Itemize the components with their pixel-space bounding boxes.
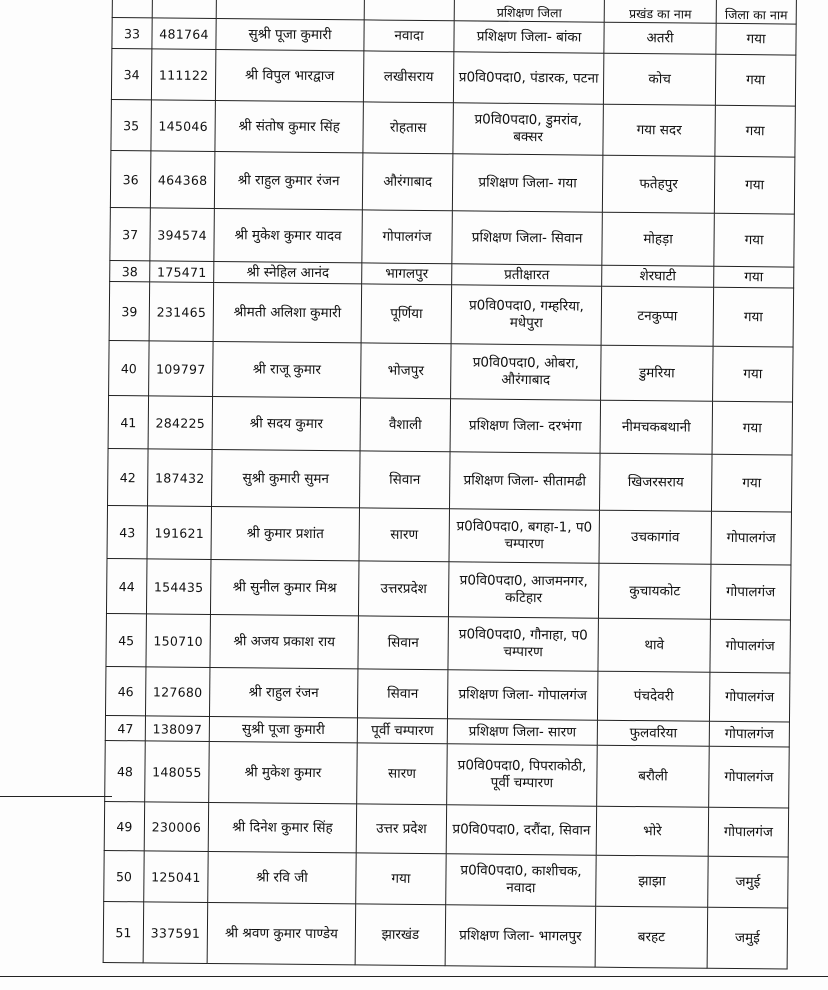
district-name-cell: गोपालगंज — [709, 721, 789, 747]
officer-name-cell: श्री मुकेश कुमार — [209, 741, 358, 803]
row-number-cell: 41 — [108, 395, 149, 448]
page-divider-line — [0, 796, 112, 797]
home-district-cell: सारण — [357, 743, 448, 805]
home-district-cell: वैशाली — [360, 398, 451, 452]
table-row — [110, 150, 795, 214]
block-name-cell: फुलवरिया — [597, 720, 709, 746]
table-row — [111, 49, 795, 107]
district-name-cell: गया — [714, 156, 795, 214]
table-row — [107, 505, 791, 565]
district-name-cell: गया — [712, 401, 793, 455]
district-name-cell: गोपालगंज — [708, 807, 788, 857]
training-district-cell: प्र0वि0पदा0, डुमरांव, बक्सर — [453, 103, 603, 155]
home-district-cell: भोजपुर — [361, 343, 452, 399]
officer-name-cell: श्री मुकेश कुमार यादव — [214, 208, 363, 262]
block-name-cell: नीमचकबथानी — [600, 400, 713, 454]
row-number-cell: 51 — [103, 901, 144, 962]
training-district-cell: प्रतीक्षारत — [452, 264, 602, 286]
table-row — [110, 207, 794, 267]
home-district-cell: भागलपुर — [362, 263, 452, 285]
block-name-cell: अतरी — [604, 22, 716, 54]
training-district-cell: प्रशिक्षण जिला- सीतामढी — [449, 452, 600, 510]
page-bottom-line — [0, 976, 828, 977]
training-district-cell: प्र0वि0पदा0, गौनाहा, प0 चम्पारण — [448, 617, 599, 671]
table-row — [105, 666, 789, 722]
employee-code-cell: 191621 — [147, 506, 212, 560]
home-district-cell: झारखंड — [355, 904, 446, 966]
header-cell-block-name: प्रखंड का नाम — [604, 0, 716, 23]
district-name-cell: गया — [713, 346, 794, 402]
row-number-cell: 38 — [110, 260, 150, 281]
officer-name-cell: श्री कुमार प्रशांत — [211, 506, 360, 560]
officer-name-cell: श्री राजू कुमार — [213, 341, 362, 397]
employee-code-cell: 230006 — [144, 802, 208, 852]
district-name-cell: गया — [714, 213, 795, 267]
district-name-cell: गोपालगंज — [709, 672, 789, 722]
district-name-cell: गोपालगंज — [710, 619, 791, 673]
row-number-cell: 37 — [110, 207, 151, 260]
employee-code-cell: 148055 — [145, 741, 210, 803]
header-cell-code — [152, 0, 216, 19]
district-name-cell: जमुई — [707, 907, 788, 969]
block-name-cell: गया सदर — [603, 104, 715, 156]
header-cell-sn — [112, 0, 152, 18]
row-number-cell: 43 — [107, 505, 148, 558]
block-name-cell: टनकुप्पा — [601, 286, 714, 346]
employee-code-cell: 481764 — [152, 18, 216, 50]
home-district-cell: गोपालगंज — [362, 210, 453, 264]
officer-name-cell: श्री राहुल कुमार रंजन — [214, 151, 363, 209]
employee-code-cell: 109797 — [149, 341, 214, 397]
employee-code-cell: 394574 — [150, 208, 215, 262]
row-number-cell: 44 — [106, 558, 147, 613]
home-district-cell: सिवान — [357, 669, 447, 719]
table-row — [106, 558, 790, 620]
employee-code-cell: 127680 — [145, 667, 209, 717]
row-number-cell: 40 — [109, 340, 150, 395]
training-district-cell: प्र0वि0पदा0, दरौंदा, सिवान — [446, 805, 596, 855]
table-row — [103, 901, 788, 969]
officer-name-cell: श्रीमती अलिशा कुमारी — [213, 282, 362, 342]
row-number-cell: 34 — [111, 49, 151, 100]
training-district-cell: प्र0वि0पदा0, ओबरा, औरंगाबाद — [451, 344, 602, 400]
training-district-cell: प्र0वि0पदा0, गम्हरिया, मधेपुरा — [451, 285, 602, 345]
header-cell-training-district: प्रशिक्षण जिला — [454, 0, 604, 22]
training-district-cell: प्रशिक्षण जिला- गोपालगंज — [447, 670, 597, 720]
officer-name-cell: श्री सुनील कुमार मिश्र — [210, 559, 359, 615]
home-district-cell: लखीसराय — [363, 51, 453, 103]
block-name-cell: झाझा — [596, 855, 708, 907]
employee-code-cell: 125041 — [144, 851, 208, 903]
table-row — [104, 850, 788, 908]
officer-name-cell: श्री विपुल भारद्वाज — [215, 50, 363, 102]
employee-code-cell: 175471 — [150, 261, 214, 283]
district-name-cell: गोपालगंज — [710, 564, 791, 620]
block-name-cell: उचकागांव — [599, 510, 712, 564]
home-district-cell: सिवान — [358, 616, 449, 670]
home-district-cell: नवादा — [364, 20, 454, 52]
block-name-cell: भोरे — [596, 806, 708, 856]
officer-name-cell: श्री रवि जी — [208, 851, 356, 903]
officer-name-cell: श्री राहुल रंजन — [209, 667, 357, 717]
home-district-cell: पूर्वी चम्पारण — [357, 718, 447, 744]
home-district-cell: रोहतास — [363, 102, 453, 154]
row-number-cell: 42 — [108, 448, 149, 505]
block-name-cell: शेरघाटी — [602, 265, 714, 287]
training-district-cell: प्रशिक्षण जिला- दरभंगा — [450, 399, 601, 453]
table-row — [108, 448, 793, 512]
header-cell-name — [216, 0, 364, 20]
officer-name-cell: श्री सदय कुमार — [212, 396, 361, 450]
row-number-cell: 45 — [106, 613, 147, 666]
row-number-cell: 39 — [109, 281, 150, 340]
training-district-cell: प्र0वि0पदा0, पंडारक, पटना — [453, 52, 603, 104]
employee-code-cell: 154435 — [146, 559, 211, 615]
table-row — [104, 801, 788, 857]
officer-name-cell: सुश्री कुमारी सुमन — [212, 449, 361, 507]
officer-name-cell: सुश्री पूजा कुमारी — [209, 716, 357, 742]
block-name-cell: थावे — [598, 618, 711, 672]
table-row — [108, 395, 792, 455]
block-name-cell: कोच — [603, 53, 715, 105]
training-district-cell: प्रशिक्षण जिला- गया — [452, 154, 603, 212]
row-number-cell: 35 — [111, 99, 151, 150]
home-district-cell: पूर्णिया — [361, 284, 452, 344]
district-name-cell: गया — [711, 454, 792, 512]
row-number-cell: 46 — [105, 666, 145, 715]
employee-code-cell: 111122 — [151, 49, 215, 101]
block-name-cell: डुमरिया — [601, 345, 714, 401]
table-row — [109, 281, 794, 347]
district-name-cell: गोपालगंज — [711, 511, 792, 565]
training-district-cell: प्रशिक्षण जिला- भागलपुर — [445, 905, 596, 967]
home-district-cell: सिवान — [360, 451, 451, 509]
table-row — [105, 740, 790, 808]
table-row — [109, 340, 793, 402]
row-number-cell: 36 — [110, 150, 151, 207]
home-district-cell: गया — [356, 853, 446, 905]
officer-name-cell: श्री संतोष कुमार सिंह — [215, 100, 363, 152]
employee-code-cell: 464368 — [150, 151, 215, 209]
district-name-cell: गया — [715, 105, 795, 157]
district-name-cell: गया — [713, 287, 794, 347]
employee-code-cell: 231465 — [149, 282, 214, 342]
home-district-cell: उत्तरप्रदेश — [358, 561, 449, 617]
table-row — [111, 99, 795, 157]
employee-code-cell: 337591 — [143, 902, 208, 964]
officer-posting-table — [103, 0, 797, 970]
row-number-cell: 50 — [104, 850, 144, 901]
employee-code-cell: 284225 — [148, 396, 213, 450]
officer-name-cell: श्री स्नेहिल आनंद — [214, 261, 362, 283]
employee-code-cell: 150710 — [146, 614, 211, 668]
training-district-cell: प्रशिक्षण जिला- सिवान — [452, 211, 603, 265]
district-name-cell: जमुई — [708, 856, 788, 908]
officer-name-cell: श्री अजय प्रकाश राय — [210, 614, 359, 668]
training-district-cell: प्र0वि0पदा0, पिपराकोठी, पूर्वी चम्पारण — [447, 744, 598, 806]
block-name-cell: बरहट — [595, 906, 708, 968]
table-body — [103, 0, 796, 969]
home-district-cell: सारण — [359, 508, 450, 562]
officer-name-cell: श्री श्रवण कुमार पाण्डेय — [207, 902, 356, 964]
district-name-cell: गया — [715, 54, 795, 106]
row-number-cell: 48 — [105, 740, 146, 801]
employee-code-cell: 138097 — [145, 716, 209, 742]
training-district-cell: प्र0वि0पदा0, काशीचक, नवादा — [446, 854, 596, 906]
home-district-cell: उत्तर प्रदेश — [356, 804, 446, 854]
block-name-cell: कुचायकोट — [598, 563, 711, 619]
officer-name-cell: श्री दिनेश कुमार सिंह — [208, 802, 356, 852]
district-name-cell: गया — [714, 266, 794, 288]
officer-name-cell: सुश्री पूजा कुमारी — [216, 19, 364, 51]
district-name-cell: गया — [716, 23, 796, 55]
header-cell-home — [364, 0, 454, 21]
employee-code-cell: 187432 — [148, 449, 213, 507]
table-row — [106, 613, 790, 673]
block-name-cell: मोहड़ा — [602, 212, 715, 266]
home-district-cell: औरंगाबाद — [362, 153, 453, 211]
row-number-cell: 47 — [105, 715, 145, 740]
row-number-cell: 49 — [104, 801, 144, 850]
block-name-cell: फतेहपुर — [602, 155, 715, 213]
row-number-cell: 33 — [112, 18, 152, 49]
block-name-cell: बरौली — [597, 745, 710, 807]
block-name-cell: पंचदेवरी — [597, 671, 709, 721]
training-district-cell: प्रशिक्षण जिला- बांका — [454, 21, 604, 53]
training-district-cell: प्रशिक्षण जिला- सारण — [447, 719, 597, 745]
district-name-cell: गोपालगंज — [709, 746, 790, 808]
training-district-cell: प्र0वि0पदा0, बगहा-1, प0 चम्पारण — [449, 509, 600, 563]
header-cell-district-name: जिला का नाम — [716, 0, 796, 24]
training-district-cell: प्र0वि0पदा0, आजमनगर, कटिहार — [448, 562, 599, 618]
block-name-cell: खिजरसराय — [599, 453, 712, 511]
employee-code-cell: 145046 — [151, 100, 215, 152]
